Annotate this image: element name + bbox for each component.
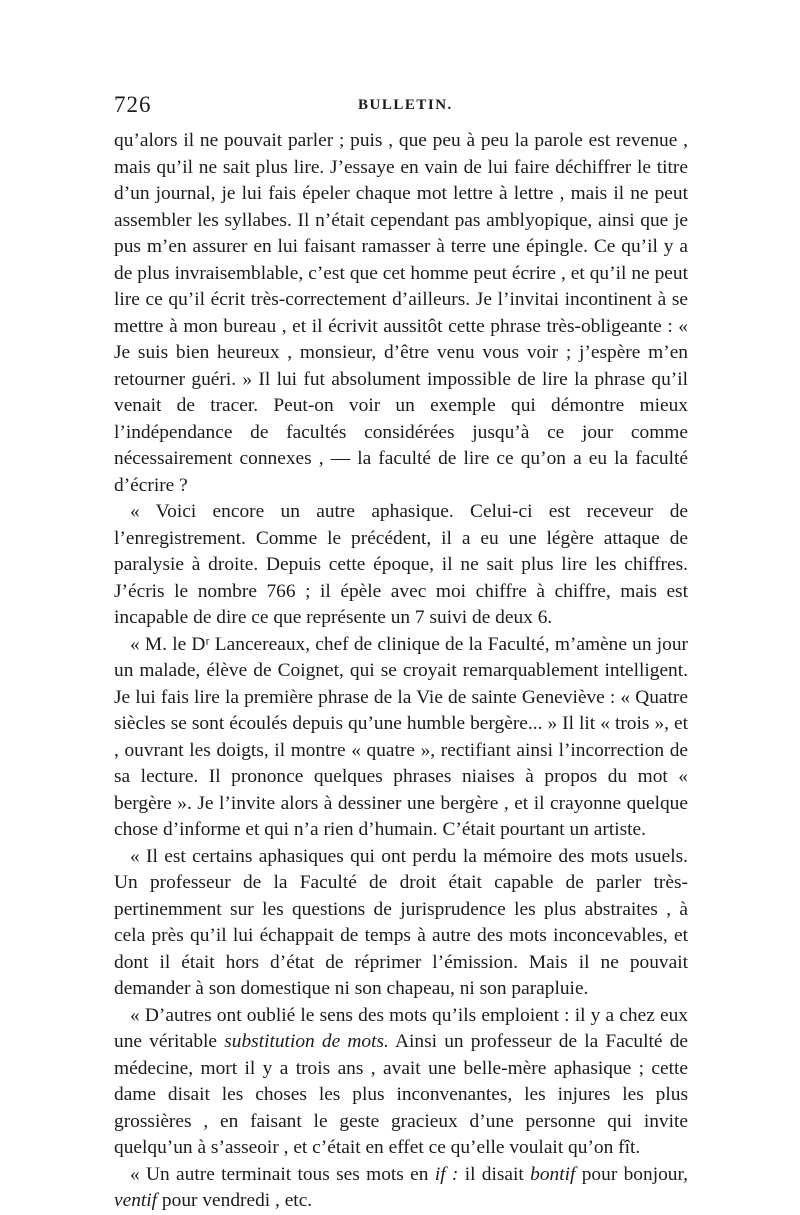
italic-text-run: substitution de mots. xyxy=(224,1031,389,1052)
text-run: pour bonjour, xyxy=(575,1163,688,1185)
running-head: BULLETIN. xyxy=(358,97,453,113)
italic-text-run: ventif xyxy=(114,1190,158,1211)
paragraph xyxy=(114,1162,688,1215)
body-text xyxy=(114,128,688,1215)
text-run: « D’autres ont oublié le sens des mots qu’ils emploient : il y a chez eux une véritable xyxy=(114,1004,688,1052)
page-number: 726 xyxy=(114,92,152,117)
text-run: qu’alors il ne pouvait parler ; puis , que peu à peu la parole est revenue , mais qu’il ne sait plus lire. J’essaye en vain de lui faire déchiffrer le titre d’un journal, je lui fais épeler chaque mot lettre à lettre , mais il ne peut assembler les syllabes. Il n’était cependant pas amblyopique, ainsi que je pus m’en assurer en lui faisant ramasser à terre une épingle. Ce qu’il y a de plus invraisemblable, c’est que cet homme peut écrire , et qu’il ne peut lire ce qu’il écrit très-correctement d’ailleurs. Je l’invitai incontinent à se mettre à mon bureau , et il écrivit aussitôt cette phrase très-obligeante : « Je suis bien heureux , monsieur, d’être venu vous voir ; j’espère m’en retourner guéri. » Il lui fut absolument impossible de lire la phrase qu’il venait de tracer. Peut-on voir un exemple qui démontre mieux l’indépendance de facultés considérées jusqu’à ce jour comme nécessairement connexes , — la faculté de lire ce qu’on a eu la faculté d’écrire ? xyxy=(114,130,688,496)
paragraph xyxy=(114,632,688,844)
text-run: « Un autre terminait tous ses mots en xyxy=(130,1163,435,1185)
book-page xyxy=(114,92,688,1215)
text-run: « M. le Dʳ Lancereaux, chef de clinique de la Faculté, m’amène un jour un malade, élève de Coignet, qui se croyait remarquablement intelligent. Je lui fais lire la première phrase de la Vie de sainte Geneviève : « Quatre siècles se sont écoulés depuis qu’une humble bergère... » Il lit « trois », et , ouvrant les doigts, il montre « quatre », rectifiant ainsi l’incorrection de sa lecture. Il prononce quelques phrases niaises à propos du mot « bergère ». Je l’invite alors à dessiner une bergère , et il crayonne quelque chose d’informe et qui n’a rien d’humain. C’était pourtant un artiste. xyxy=(114,633,688,840)
paragraph xyxy=(114,128,688,499)
paragraph xyxy=(114,1003,688,1162)
text-run: il disait xyxy=(458,1163,531,1185)
text-run: « Voici encore un autre aphasique. Celui-ci est receveur de l’enregistrement. Comme le précédent, il a eu une légère attaque de paralysie à droite. Depuis cette époque, il ne sait plus lire les chiffres. J’écris le nombre 766 ; il épèle avec moi chiffre à chiffre, mais est incapable de dire ce que représente un 7 suivi de deux 6. xyxy=(114,501,688,628)
paragraph xyxy=(114,844,688,1003)
text-run: « Il est certains aphasiques qui ont perdu la mémoire des mots usuels. Un professeur de la Faculté de droit était capable de parler très-pertinemment sur les questions de jurisprudence les plus abstraites , à cela près qu’il lui échappait de temps à autre des mots inconcevables, et dont il était hors d’état de réprimer l’émission. Mais il ne pouvait demander à son domestique ni son chapeau, ni son parapluie. xyxy=(114,845,688,999)
italic-text-run: if : xyxy=(434,1163,459,1185)
text-run: Ainsi un professeur de la Faculté de médecine, mort il y a trois ans , avait une belle-mère aphasique ; cette dame disait les choses les plus inconvenantes, les injures les plus grossières , en faisant le geste gracieux d’une personne qui invite quelqu’un à s’asseoir , et c’était en effet ce qu’elle voulait qu’on fît. xyxy=(114,1031,688,1158)
italic-text-run: bontif xyxy=(530,1163,576,1185)
page-header xyxy=(114,92,688,128)
paragraph xyxy=(114,499,688,632)
text-run: pour vendredi , etc. xyxy=(157,1190,313,1211)
